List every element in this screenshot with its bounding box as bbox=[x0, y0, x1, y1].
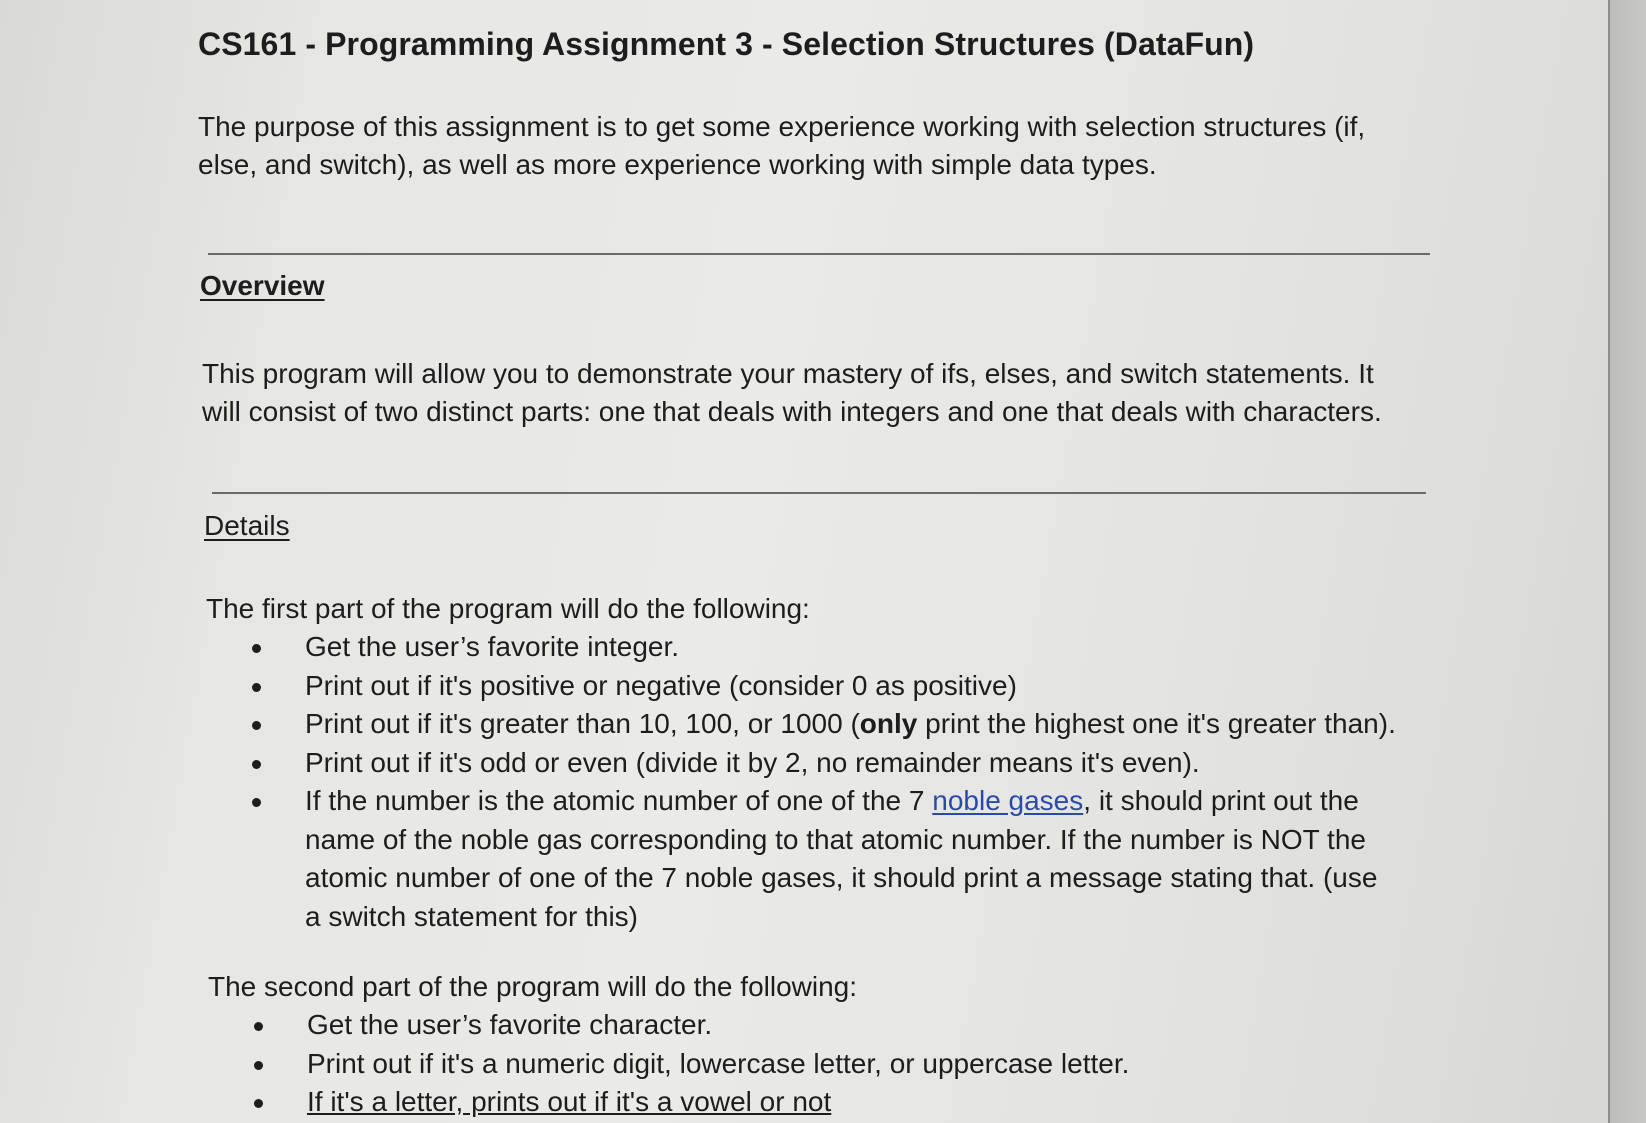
list-item: Print out if it's odd or even (divide it by 2, no remainder means it's even). bbox=[206, 744, 1396, 783]
overview-paragraph bbox=[202, 355, 1382, 431]
bullet-icon bbox=[252, 721, 261, 730]
section-divider-1 bbox=[208, 253, 1430, 255]
list-item: If it's a letter, prints out if it's a vowel or not bbox=[208, 1083, 1129, 1122]
intro-line-2: else, and switch), as well as more experience working with simple data types. bbox=[198, 149, 1157, 180]
list-item: Print out if it's positive or negative (consider 0 as positive) bbox=[206, 667, 1396, 706]
bullet-icon bbox=[254, 1022, 263, 1031]
bullet-icon bbox=[252, 644, 261, 653]
list-item-continuation-1: name of the noble gas corresponding to that atomic number. If the number is NOT the bbox=[305, 823, 1366, 855]
bullet-icon bbox=[252, 798, 261, 807]
bullet-icon bbox=[254, 1061, 263, 1070]
part2-list bbox=[208, 1006, 1129, 1122]
list-item: Print out if it's a numeric digit, lowercase letter, or uppercase letter. bbox=[208, 1045, 1129, 1084]
document-title: CS161 - Programming Assignment 3 - Selection Structures (DataFun) bbox=[198, 26, 1255, 62]
intro-paragraph bbox=[198, 108, 1365, 184]
overview-heading: Overview bbox=[200, 270, 325, 301]
list-item: If the number is the atomic number of one of the 7 noble gases, it should print out the name of the noble gas corresponding to that atomic number. If the number is NOT the atomic number of one of the 7 noble gases, it should print a message stating that. (use a switch statement for this) bbox=[206, 782, 1396, 936]
part1-list bbox=[206, 628, 1396, 936]
noble-gases-link[interactable]: noble gases bbox=[932, 785, 1084, 816]
list-item-continuation-3: a switch statement for this) bbox=[305, 900, 639, 932]
overview-line-1: This program will allow you to demonstrate your mastery of ifs, elses, and switch statements. It bbox=[202, 358, 1374, 389]
section-divider-2 bbox=[212, 492, 1426, 494]
part1-intro: The first part of the program will do the following: bbox=[206, 593, 810, 624]
bullet-icon bbox=[254, 1099, 263, 1108]
list-item: Get the user’s favorite character. bbox=[208, 1006, 1129, 1045]
part2-intro: The second part of the program will do the following: bbox=[208, 971, 858, 1002]
screen-bezel-edge bbox=[1608, 0, 1646, 1123]
details-heading: Details bbox=[204, 510, 290, 541]
bullet-icon bbox=[252, 760, 261, 769]
list-item: Print out if it's greater than 10, 100, or 1000 (only print the highest one it's greater than). bbox=[206, 705, 1396, 744]
emphasis-only: only bbox=[859, 708, 918, 739]
list-item: Get the user’s favorite integer. bbox=[206, 628, 1396, 667]
list-item-continuation-2: atomic number of one of the 7 noble gases, it should print a message stating that. (use bbox=[305, 862, 1378, 893]
bullet-icon bbox=[252, 683, 261, 692]
overview-line-2: will consist of two distinct parts: one that deals with integers and one that deals with characters. bbox=[202, 396, 1382, 427]
intro-line-1: The purpose of this assignment is to get some experience working with selection structures (if, bbox=[198, 111, 1366, 142]
